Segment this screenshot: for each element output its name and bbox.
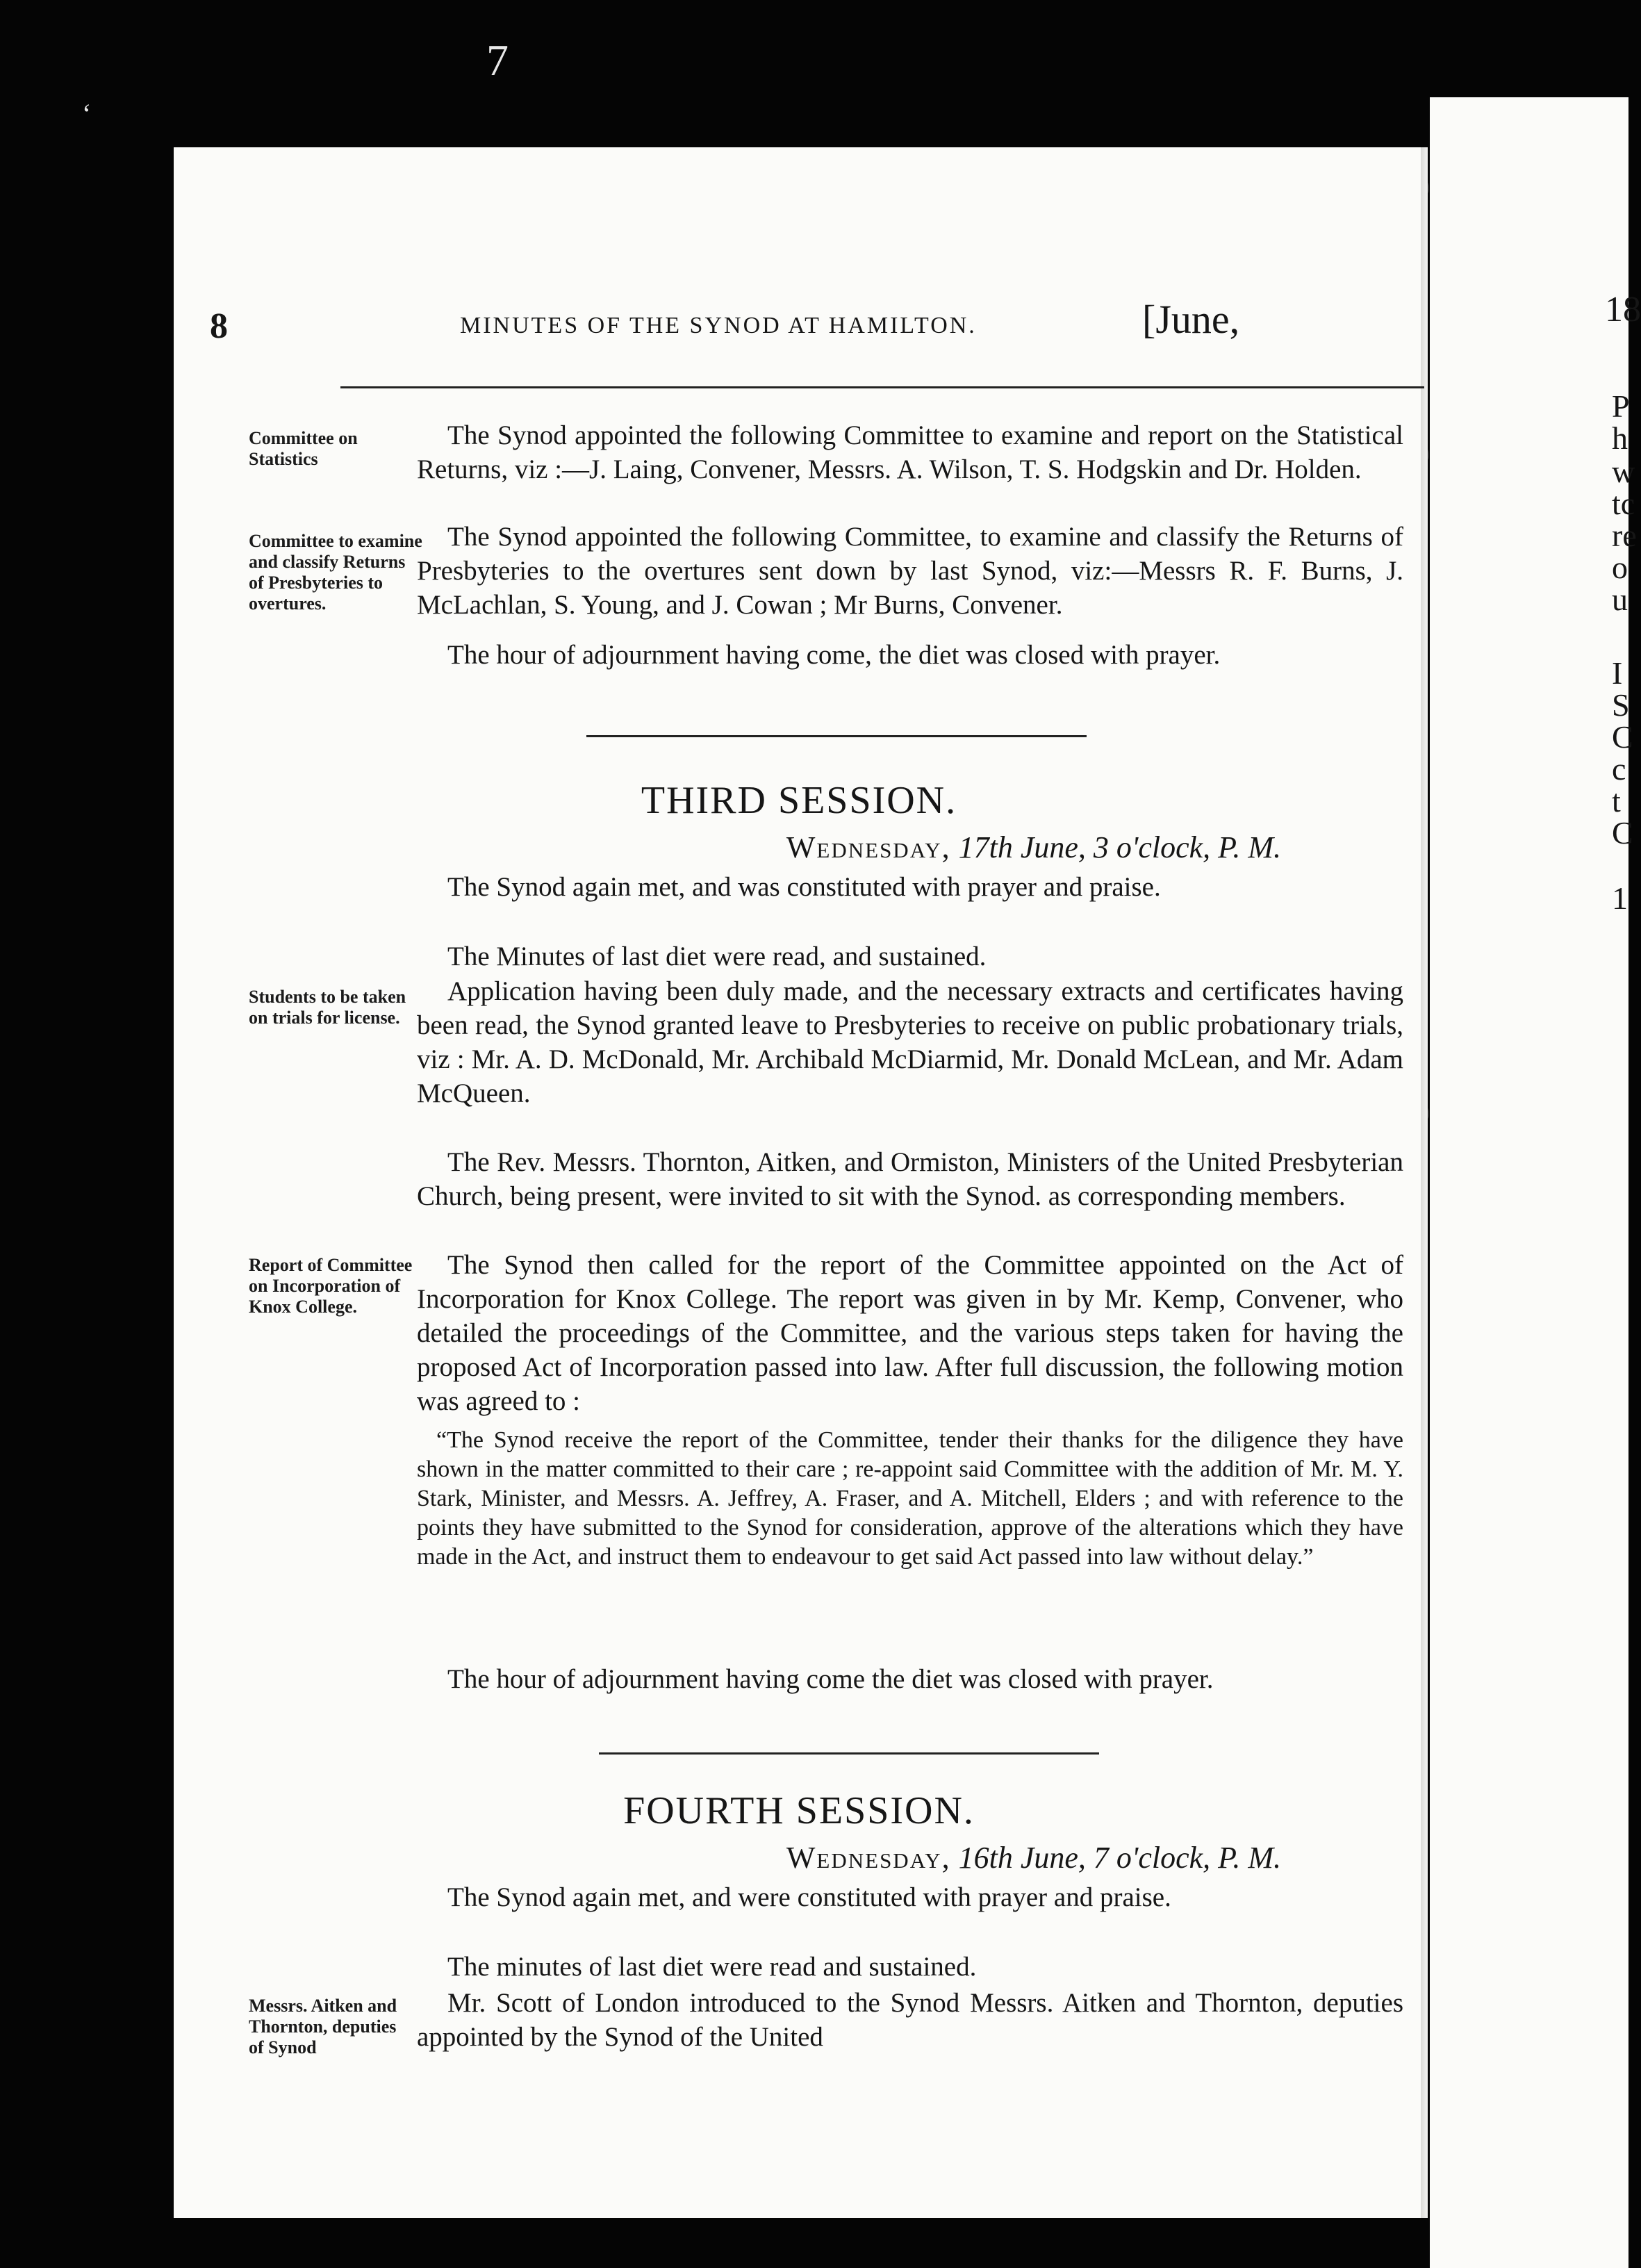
session-day: Wednesday, xyxy=(786,1841,951,1875)
session-date xyxy=(174,830,1281,865)
paragraph: Application having been duly made, and the necessary extracts and certificates having been read, the Synod granted leave to Presbyteries to receive on public probationary trials, viz : Mr. A. D. McDonald, Mr. Archibald McDiarmid, Mr. Donald McLean, and Mr. Adam McQueen. xyxy=(417,976,1403,1108)
paragraph: The Minutes of last diet were read, and sustained. xyxy=(447,942,987,971)
paragraph: Mr. Scott of London introduced to the Synod Messrs. Aitken and Thornton, deputies appointed by the Synod of the United xyxy=(417,1988,1403,2052)
next-page-fragment: P xyxy=(1612,388,1630,424)
margin-note: Messrs. Aitken and Thornton, deputies of Synod xyxy=(249,1996,397,2057)
session-title: FOURTH SESSION. xyxy=(623,1789,975,1832)
paragraph: The Rev. Messrs. Thornton, Aitken, and Ormiston, Ministers of the United Presbyterian Church, being present, were invited to sit with the Synod. as corresponding members. xyxy=(417,1147,1403,1211)
document-page xyxy=(174,147,1424,2218)
next-page-fragment: C xyxy=(1612,719,1633,755)
margin-note: Report of Committee on Incorporation of Knox College. xyxy=(249,1255,413,1317)
next-page-fragment: re xyxy=(1612,518,1637,553)
paragraph: The hour of adjournment having come, the diet was closed with prayer. xyxy=(447,640,1221,670)
section-rule xyxy=(599,1752,1099,1755)
next-page-strip xyxy=(1430,97,1641,2268)
section-rule xyxy=(586,735,1087,737)
next-page-fragment: 18 xyxy=(1605,290,1641,329)
next-page-fragment: tc xyxy=(1612,486,1635,521)
paragraph: The Synod appointed the following Committee, to examine and classify the Returns of Presbyteries to the overtures sent down by last Synod, viz:—Messrs R. F. Burns, J. McLachlan, S. Young, and J. Cowan ; Mr Burns, Convener. xyxy=(417,522,1403,620)
next-page-fragment: C xyxy=(1612,815,1633,850)
paragraph: The Synod then called for the report of the Committee appointed on the Act of Incorporation for Knox College. The report was given in by Mr. Kemp, Convener, who detailed the proceedings of the Committee, and the various steps taken for having the proposed Act of Incorporation passed into law. After full discussion, the following motion was agreed to : xyxy=(417,1250,1403,1416)
next-page-fragment: h xyxy=(1612,420,1628,456)
page-fold xyxy=(1421,147,1428,2218)
session-date xyxy=(174,1840,1281,1875)
margin-note: Committee on Statistics xyxy=(249,428,358,469)
margin-note: Students to be taken on trials for license. xyxy=(249,987,406,1028)
scan-mark-seven: 7 xyxy=(486,35,509,85)
next-page-fragment: I xyxy=(1612,655,1623,691)
paragraph: The Synod again met, and were constituted with prayer and praise. xyxy=(447,1882,1171,1912)
margin-note: Committee to examine and classify Returns of Presbyteries to overtures. xyxy=(249,531,422,614)
next-page-fragment: w xyxy=(1612,454,1635,489)
paragraph: The Synod again met, and was constituted with prayer and praise. xyxy=(447,872,1161,902)
running-date: [June, xyxy=(1142,297,1240,342)
next-page-fragment: S xyxy=(1612,687,1630,723)
next-page-fragment: u xyxy=(1612,582,1628,617)
next-page-fragment: o xyxy=(1612,550,1628,585)
running-title: MINUTES OF THE SYNOD AT HAMILTON. xyxy=(460,313,977,338)
paragraph: The hour of adjournment having come the diet was closed with prayer. xyxy=(447,1664,1214,1694)
paragraph: The minutes of last diet were read and sustained. xyxy=(447,1952,977,1982)
next-page-fragment: 1 xyxy=(1612,880,1628,916)
session-time: 16th June, 7 o'clock, P. M. xyxy=(958,1841,1281,1875)
session-day: Wednesday, xyxy=(786,830,951,864)
scan-mark-tick: ʻ xyxy=(82,98,92,129)
next-page-fragment: t xyxy=(1612,783,1621,819)
page-number: 8 xyxy=(210,306,228,346)
session-time: 17th June, 3 o'clock, P. M. xyxy=(958,830,1281,864)
quoted-motion: “The Synod receive the report of the Committee, tender their thanks for the diligence they have shown in the matter committed to their care ; re-appoint said Committee with the addition of Mr. M. Y. Stark, Minister, and Messrs. A. Jeffrey, A. Fraser, and A. Mitchell, Elders ; and with reference to the points they have submitted to the Synod for consideration, approve of the alterations which they have made in the Act, and instruct them to endeavour to get said Act passed into law without delay.” xyxy=(417,1427,1403,1570)
next-page-fragment: c xyxy=(1612,751,1626,787)
session-title: THIRD SESSION. xyxy=(641,779,957,822)
header-rule xyxy=(340,386,1424,388)
paragraph: The Synod appointed the following Committee to examine and report on the Statistical Returns, viz :—J. Laing, Convener, Messrs. A. Wilson, T. S. Hodgskin and Dr. Holden. xyxy=(417,420,1403,484)
